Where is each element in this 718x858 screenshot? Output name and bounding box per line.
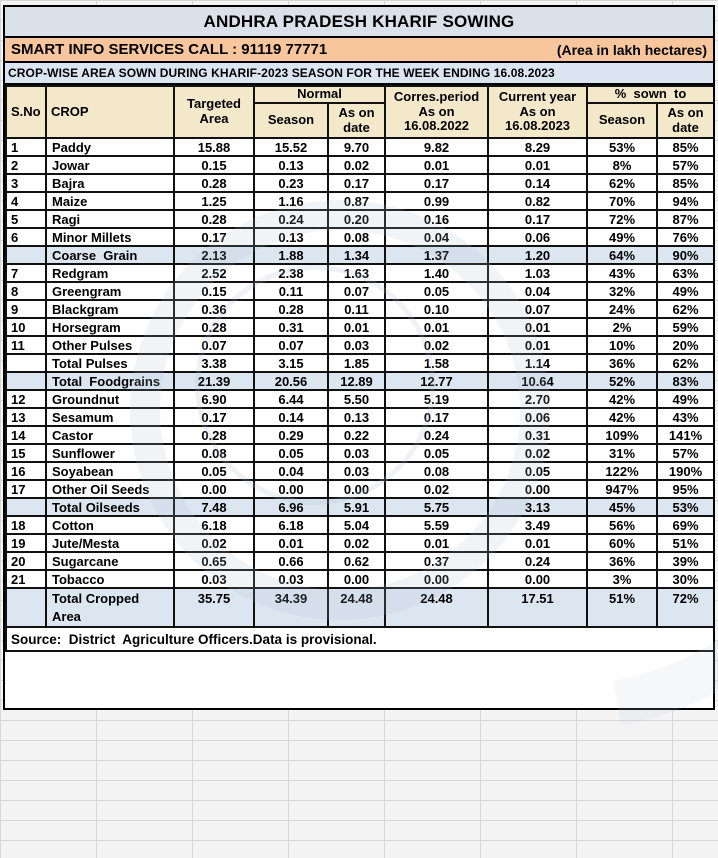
value-cell: 0.29 xyxy=(254,426,328,444)
value-cell: 0.17 xyxy=(488,210,587,228)
sno-cell: 19 xyxy=(6,534,46,552)
value-cell: 0.13 xyxy=(254,228,328,246)
value-cell: 0.37 xyxy=(385,552,488,570)
value-cell: 6.96 xyxy=(254,498,328,516)
value-cell: 0.11 xyxy=(328,300,385,318)
table-row xyxy=(6,300,714,318)
value-cell: 0.15 xyxy=(174,282,254,300)
col-corres-period: Corres.period As on 16.08.2022 xyxy=(385,86,488,138)
value-cell: 0.07 xyxy=(254,336,328,354)
crop-cell: Coarse Grain xyxy=(46,246,174,264)
value-cell: 0.62 xyxy=(328,552,385,570)
value-cell: 36% xyxy=(587,552,657,570)
value-cell: 70% xyxy=(587,192,657,210)
value-cell: 0.00 xyxy=(488,480,587,498)
value-cell: 2.52 xyxy=(174,264,254,282)
value-cell: 6.18 xyxy=(174,516,254,534)
table-row xyxy=(6,354,714,372)
crop-cell: Total Foodgrains xyxy=(46,372,174,390)
sno-cell xyxy=(6,372,46,390)
value-cell: 0.28 xyxy=(174,426,254,444)
value-cell: 0.07 xyxy=(174,336,254,354)
value-cell: 51% xyxy=(657,534,714,552)
table-row xyxy=(6,516,714,534)
total-row xyxy=(6,588,714,627)
value-cell: 3% xyxy=(587,570,657,588)
value-cell: 39% xyxy=(657,552,714,570)
value-cell: 5.04 xyxy=(328,516,385,534)
value-cell: 43% xyxy=(657,408,714,426)
sno-cell: 5 xyxy=(6,210,46,228)
value-cell: 1.58 xyxy=(385,354,488,372)
value-cell: 190% xyxy=(657,462,714,480)
col-group-normal: Normal xyxy=(254,86,385,103)
sno-cell: 12 xyxy=(6,390,46,408)
value-cell: 49% xyxy=(587,228,657,246)
value-cell: 0.20 xyxy=(328,210,385,228)
value-cell: 0.82 xyxy=(488,192,587,210)
value-cell: 87% xyxy=(657,210,714,228)
value-cell: 43% xyxy=(587,264,657,282)
value-cell: 83% xyxy=(657,372,714,390)
value-cell: 0.00 xyxy=(254,480,328,498)
sno-cell xyxy=(6,246,46,264)
value-cell: 0.00 xyxy=(328,570,385,588)
value-cell: 0.13 xyxy=(328,408,385,426)
value-cell: 42% xyxy=(587,408,657,426)
value-cell: 0.17 xyxy=(385,408,488,426)
crop-cell: Sugarcane xyxy=(46,552,174,570)
value-cell: 1.20 xyxy=(488,246,587,264)
value-cell: 34.39 xyxy=(254,588,328,627)
table-row xyxy=(6,192,714,210)
sno-cell: 15 xyxy=(6,444,46,462)
value-cell: 0.05 xyxy=(254,444,328,462)
value-cell: 0.28 xyxy=(254,300,328,318)
value-cell: 69% xyxy=(657,516,714,534)
col-pct-season: Season xyxy=(587,103,657,138)
value-cell: 0.65 xyxy=(174,552,254,570)
value-cell: 62% xyxy=(657,354,714,372)
table-row xyxy=(6,444,714,462)
value-cell: 0.02 xyxy=(174,534,254,552)
value-cell: 59% xyxy=(657,318,714,336)
value-cell: 2.38 xyxy=(254,264,328,282)
sno-cell: 4 xyxy=(6,192,46,210)
value-cell: 0.04 xyxy=(254,462,328,480)
value-cell: 0.17 xyxy=(174,228,254,246)
sno-cell: 16 xyxy=(6,462,46,480)
value-cell: 2.70 xyxy=(488,390,587,408)
value-cell: 0.08 xyxy=(174,444,254,462)
value-cell: 15.88 xyxy=(174,138,254,156)
crop-cell: Minor Millets xyxy=(46,228,174,246)
crop-cell: Jute/Mesta xyxy=(46,534,174,552)
sno-cell: 6 xyxy=(6,228,46,246)
value-cell: 0.31 xyxy=(254,318,328,336)
sowing-table xyxy=(5,85,715,652)
crop-cell: Groundnut xyxy=(46,390,174,408)
value-cell: 1.37 xyxy=(385,246,488,264)
col-targeted-area: Targeted Area xyxy=(174,86,254,138)
value-cell: 2% xyxy=(587,318,657,336)
crop-cell: Redgram xyxy=(46,264,174,282)
value-cell: 30% xyxy=(657,570,714,588)
crop-cell: Cotton xyxy=(46,516,174,534)
value-cell: 5.19 xyxy=(385,390,488,408)
value-cell: 3.49 xyxy=(488,516,587,534)
col-normal-season: Season xyxy=(254,103,328,138)
value-cell: 1.14 xyxy=(488,354,587,372)
sno-cell: 11 xyxy=(6,336,46,354)
value-cell: 0.05 xyxy=(488,462,587,480)
report-title: ANDHRA PRADESH KHARIF SOWING xyxy=(5,7,713,38)
value-cell: 0.02 xyxy=(385,336,488,354)
value-cell: 0.11 xyxy=(254,282,328,300)
table-footer xyxy=(6,627,714,651)
value-cell: 0.05 xyxy=(174,462,254,480)
value-cell: 0.01 xyxy=(385,156,488,174)
value-cell: 0.05 xyxy=(385,282,488,300)
value-cell: 1.88 xyxy=(254,246,328,264)
table-row xyxy=(6,552,714,570)
crop-cell: Tobacco xyxy=(46,570,174,588)
value-cell: 24.48 xyxy=(385,588,488,627)
table-row xyxy=(6,408,714,426)
table-row xyxy=(6,282,714,300)
value-cell: 0.00 xyxy=(328,480,385,498)
table-row xyxy=(6,318,714,336)
crop-cell: Maize xyxy=(46,192,174,210)
value-cell: 95% xyxy=(657,480,714,498)
value-cell: 0.99 xyxy=(385,192,488,210)
value-cell: 72% xyxy=(657,588,714,627)
value-cell: 94% xyxy=(657,192,714,210)
table-row xyxy=(6,138,714,156)
value-cell: 0.36 xyxy=(174,300,254,318)
value-cell: 0.16 xyxy=(385,210,488,228)
value-cell: 0.04 xyxy=(385,228,488,246)
crop-cell: Total Oilseeds xyxy=(46,498,174,516)
value-cell: 64% xyxy=(587,246,657,264)
value-cell: 3.13 xyxy=(488,498,587,516)
value-cell: 15.52 xyxy=(254,138,328,156)
value-cell: 0.87 xyxy=(328,192,385,210)
crop-cell: Soyabean xyxy=(46,462,174,480)
value-cell: 0.10 xyxy=(385,300,488,318)
value-cell: 0.17 xyxy=(174,408,254,426)
service-line: SMART INFO SERVICES CALL : 91119 77771 xyxy=(11,41,328,58)
table-header xyxy=(6,86,714,138)
value-cell: 0.15 xyxy=(174,156,254,174)
value-cell: 31% xyxy=(587,444,657,462)
value-cell: 8% xyxy=(587,156,657,174)
value-cell: 53% xyxy=(657,498,714,516)
sno-cell: 13 xyxy=(6,408,46,426)
value-cell: 90% xyxy=(657,246,714,264)
service-info-band xyxy=(5,38,713,63)
value-cell: 141% xyxy=(657,426,714,444)
crop-cell: Total Pulses xyxy=(46,354,174,372)
value-cell: 0.00 xyxy=(174,480,254,498)
sno-cell xyxy=(6,354,46,372)
value-cell: 21.39 xyxy=(174,372,254,390)
value-cell: 17.51 xyxy=(488,588,587,627)
sno-cell: 2 xyxy=(6,156,46,174)
table-row xyxy=(6,426,714,444)
value-cell: 0.02 xyxy=(328,156,385,174)
value-cell: 0.17 xyxy=(328,174,385,192)
value-cell: 72% xyxy=(587,210,657,228)
value-cell: 3.15 xyxy=(254,354,328,372)
value-cell: 1.03 xyxy=(488,264,587,282)
value-cell: 45% xyxy=(587,498,657,516)
value-cell: 53% xyxy=(587,138,657,156)
sno-cell: 10 xyxy=(6,318,46,336)
value-cell: 57% xyxy=(657,156,714,174)
value-cell: 63% xyxy=(657,264,714,282)
value-cell: 0.31 xyxy=(488,426,587,444)
value-cell: 1.25 xyxy=(174,192,254,210)
sno-cell: 9 xyxy=(6,300,46,318)
value-cell: 0.24 xyxy=(385,426,488,444)
value-cell: 0.07 xyxy=(488,300,587,318)
value-cell: 20.56 xyxy=(254,372,328,390)
value-cell: 0.01 xyxy=(488,336,587,354)
sno-cell: 21 xyxy=(6,570,46,588)
table-row xyxy=(6,210,714,228)
crop-cell: Castor xyxy=(46,426,174,444)
crop-cell: Paddy xyxy=(46,138,174,156)
value-cell: 109% xyxy=(587,426,657,444)
total-row xyxy=(6,246,714,264)
value-cell: 0.28 xyxy=(174,318,254,336)
crop-cell: Sesamum xyxy=(46,408,174,426)
value-cell: 56% xyxy=(587,516,657,534)
value-cell: 0.03 xyxy=(328,336,385,354)
value-cell: 12.77 xyxy=(385,372,488,390)
value-cell: 5.59 xyxy=(385,516,488,534)
value-cell: 0.01 xyxy=(385,318,488,336)
col-normal-as-on-date: As on date xyxy=(328,103,385,138)
value-cell: 5.50 xyxy=(328,390,385,408)
table-row xyxy=(6,174,714,192)
report-sheet xyxy=(3,5,715,710)
value-cell: 5.75 xyxy=(385,498,488,516)
value-cell: 1.85 xyxy=(328,354,385,372)
value-cell: 8.29 xyxy=(488,138,587,156)
value-cell: 2.13 xyxy=(174,246,254,264)
value-cell: 24% xyxy=(587,300,657,318)
table-row xyxy=(6,390,714,408)
value-cell: 0.03 xyxy=(328,444,385,462)
crop-cell: Blackgram xyxy=(46,300,174,318)
table-row xyxy=(6,228,714,246)
sno-cell: 17 xyxy=(6,480,46,498)
table-row xyxy=(6,462,714,480)
crop-cell: Horsegram xyxy=(46,318,174,336)
col-sno: S.No xyxy=(6,86,46,138)
value-cell: 0.24 xyxy=(488,552,587,570)
area-unit-note: (Area in lakh hectares) xyxy=(556,41,707,58)
table-row xyxy=(6,264,714,282)
value-cell: 49% xyxy=(657,390,714,408)
value-cell: 20% xyxy=(657,336,714,354)
table-row xyxy=(6,534,714,552)
value-cell: 9.82 xyxy=(385,138,488,156)
value-cell: 76% xyxy=(657,228,714,246)
value-cell: 0.04 xyxy=(488,282,587,300)
value-cell: 0.28 xyxy=(174,174,254,192)
crop-cell: Other Oil Seeds xyxy=(46,480,174,498)
value-cell: 0.03 xyxy=(254,570,328,588)
value-cell: 0.66 xyxy=(254,552,328,570)
value-cell: 62% xyxy=(587,174,657,192)
table-row xyxy=(6,570,714,588)
value-cell: 36% xyxy=(587,354,657,372)
value-cell: 0.28 xyxy=(174,210,254,228)
value-cell: 0.00 xyxy=(385,570,488,588)
col-current-year: Current year As on 16.08.2023 xyxy=(488,86,587,138)
value-cell: 1.34 xyxy=(328,246,385,264)
value-cell: 49% xyxy=(657,282,714,300)
value-cell: 12.89 xyxy=(328,372,385,390)
value-cell: 32% xyxy=(587,282,657,300)
sno-cell: 7 xyxy=(6,264,46,282)
value-cell: 0.14 xyxy=(254,408,328,426)
value-cell: 0.22 xyxy=(328,426,385,444)
value-cell: 0.01 xyxy=(488,318,587,336)
crop-cell: Total Cropped Area xyxy=(46,588,174,627)
value-cell: 0.08 xyxy=(385,462,488,480)
value-cell: 6.90 xyxy=(174,390,254,408)
value-cell: 57% xyxy=(657,444,714,462)
crop-cell: Other Pulses xyxy=(46,336,174,354)
value-cell: 85% xyxy=(657,174,714,192)
sno-cell xyxy=(6,588,46,627)
value-cell: 0.05 xyxy=(385,444,488,462)
value-cell: 0.13 xyxy=(254,156,328,174)
value-cell: 85% xyxy=(657,138,714,156)
col-pct-as-on-date: As on date xyxy=(657,103,714,138)
sno-cell: 1 xyxy=(6,138,46,156)
value-cell: 6.44 xyxy=(254,390,328,408)
value-cell: 5.91 xyxy=(328,498,385,516)
sno-cell: 20 xyxy=(6,552,46,570)
value-cell: 1.40 xyxy=(385,264,488,282)
value-cell: 0.03 xyxy=(174,570,254,588)
value-cell: 51% xyxy=(587,588,657,627)
value-cell: 10.64 xyxy=(488,372,587,390)
crop-cell: Bajra xyxy=(46,174,174,192)
source-note: Source: District Agriculture Officers.Data is provisional. xyxy=(6,627,714,651)
value-cell: 0.01 xyxy=(254,534,328,552)
sno-cell xyxy=(6,498,46,516)
col-crop: CROP xyxy=(46,86,174,138)
value-cell: 0.23 xyxy=(254,174,328,192)
value-cell: 0.06 xyxy=(488,228,587,246)
table-row xyxy=(6,480,714,498)
sno-cell: 14 xyxy=(6,426,46,444)
value-cell: 0.00 xyxy=(488,570,587,588)
value-cell: 6.18 xyxy=(254,516,328,534)
value-cell: 0.08 xyxy=(328,228,385,246)
value-cell: 60% xyxy=(587,534,657,552)
sno-cell: 8 xyxy=(6,282,46,300)
value-cell: 0.06 xyxy=(488,408,587,426)
value-cell: 0.02 xyxy=(385,480,488,498)
value-cell: 9.70 xyxy=(328,138,385,156)
crop-cell: Ragi xyxy=(46,210,174,228)
value-cell: 52% xyxy=(587,372,657,390)
crop-cell: Sunflower xyxy=(46,444,174,462)
col-group-pct-sown: % sown to xyxy=(587,86,714,103)
value-cell: 0.01 xyxy=(488,534,587,552)
value-cell: 0.01 xyxy=(385,534,488,552)
value-cell: 0.07 xyxy=(328,282,385,300)
value-cell: 0.24 xyxy=(254,210,328,228)
value-cell: 1.16 xyxy=(254,192,328,210)
value-cell: 0.01 xyxy=(328,318,385,336)
value-cell: 947% xyxy=(587,480,657,498)
total-row xyxy=(6,372,714,390)
sno-cell: 18 xyxy=(6,516,46,534)
value-cell: 62% xyxy=(657,300,714,318)
table-body xyxy=(6,138,714,627)
value-cell: 0.17 xyxy=(385,174,488,192)
value-cell: 0.02 xyxy=(328,534,385,552)
report-subtitle: CROP-WISE AREA SOWN DURING KHARIF-2023 SEASON FOR THE WEEK ENDING 16.08.2023 xyxy=(5,63,713,85)
value-cell: 24.48 xyxy=(328,588,385,627)
value-cell: 0.03 xyxy=(328,462,385,480)
total-row xyxy=(6,498,714,516)
table-row xyxy=(6,336,714,354)
value-cell: 0.01 xyxy=(488,156,587,174)
value-cell: 35.75 xyxy=(174,588,254,627)
value-cell: 3.38 xyxy=(174,354,254,372)
value-cell: 0.02 xyxy=(488,444,587,462)
value-cell: 42% xyxy=(587,390,657,408)
crop-cell: Greengram xyxy=(46,282,174,300)
value-cell: 1.63 xyxy=(328,264,385,282)
value-cell: 7.48 xyxy=(174,498,254,516)
crop-cell: Jowar xyxy=(46,156,174,174)
value-cell: 0.14 xyxy=(488,174,587,192)
value-cell: 122% xyxy=(587,462,657,480)
value-cell: 10% xyxy=(587,336,657,354)
sno-cell: 3 xyxy=(6,174,46,192)
table-row xyxy=(6,156,714,174)
